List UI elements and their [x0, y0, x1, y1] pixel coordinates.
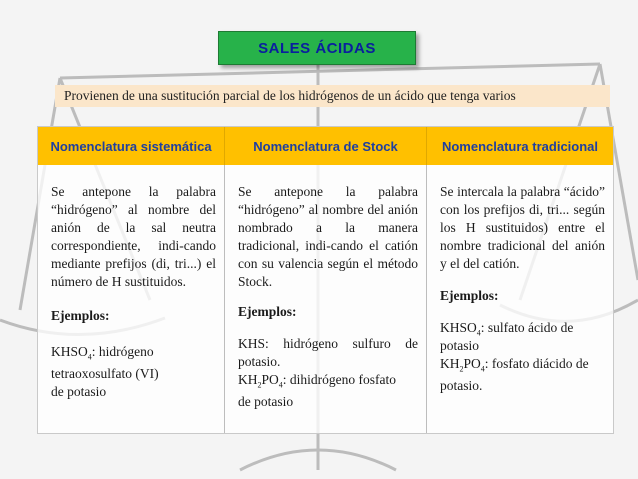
systematic-example-1: $KHSO_4$: hidrógeno — [51, 344, 154, 362]
traditional-description: Se intercala la palabra “ácido” con los prefijos di, tri... según los H sustituidos) entre el nombre tradicional del anión y el del catión. — [440, 184, 605, 271]
stock-examples-label: Ejemplos: — [238, 304, 297, 319]
slide-title: SALES ÁCIDAS — [218, 31, 416, 65]
header-systematic: Nomenclatura sistemática — [38, 127, 225, 165]
stock-example-2-cont: de potasio — [238, 394, 294, 409]
systematic-examples-label: Ejemplos: — [51, 308, 110, 323]
systematic-description: Se antepone la palabra “hidrógeno” al nombre del anión de la sal neutra correspondiente, indi-cando mediante prefijos (di, tri...) el número de H sustituidos. — [51, 184, 216, 289]
systematic-example-1-cont2: de potasio — [51, 384, 107, 399]
table-body-row — [38, 165, 613, 433]
header-traditional: Nomenclatura tradicional — [427, 127, 613, 165]
stock-example-1: KHS: hidrógeno sulfuro de potasio. — [238, 336, 418, 369]
traditional-examples-label: Ejemplos: — [440, 288, 499, 303]
table-header-row — [38, 127, 613, 165]
stock-description: Se antepone la palabra “hidrógeno” al nombre del anión nombrado a la manera tradicional, indi-cando el catión con su valencia según el método Stock. — [238, 184, 418, 289]
nomenclature-table — [37, 126, 614, 434]
stock-example-2: $KH_2PO_4$: dihidrógeno fosfato — [238, 372, 396, 390]
cell-stock — [225, 165, 427, 433]
cell-traditional — [427, 165, 613, 433]
traditional-example-1-cont: potasio — [440, 338, 479, 353]
traditional-example-1: $KHSO_4$: sulfato ácido de — [440, 320, 574, 338]
systematic-example-1-cont: tetraoxosulfato (VI) — [51, 366, 159, 381]
header-stock: Nomenclatura de Stock — [225, 127, 427, 165]
traditional-example-2-cont: potasio. — [440, 378, 483, 393]
subtitle-banner: Provienen de una sustitución parcial de los hidrógenos de un ácido que tenga varios — [55, 85, 610, 107]
traditional-example-2: $KH_2PO_4$: fosfato diácido de — [440, 356, 589, 374]
cell-systematic — [38, 165, 225, 433]
